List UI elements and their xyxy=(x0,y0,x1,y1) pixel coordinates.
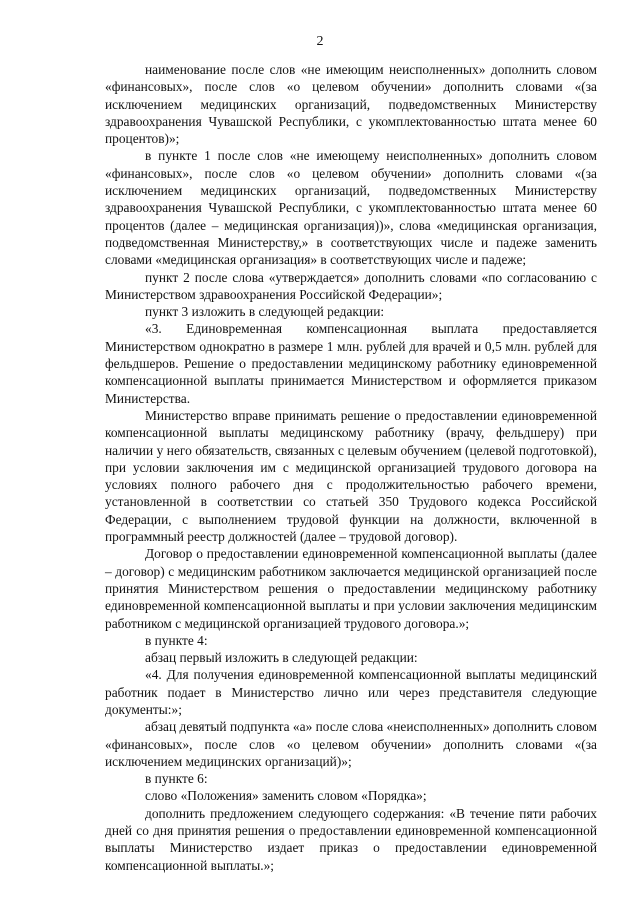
paragraph-3: пункт 2 после слова «утверждается» дополнить словами «по согласованию с Министерством здравоохранения Российской Федерации»; xyxy=(105,269,597,302)
paragraph-14: дополнить предложением следующего содержания: «В течение пяти рабочих дней со дня принятия решения о предоставлении единовременной компенсационной выплаты Министерство издает приказ о предоставлении единовременной компенсационной выплаты.»; xyxy=(105,805,597,873)
page-number: 2 xyxy=(316,34,324,49)
paragraph-8: в пункте 4: xyxy=(145,632,208,648)
paragraph-10: «4. Для получения единовременной компенсационной выплаты медицинский работник подает в Министерство лично или через представителя следующие документы:»; xyxy=(105,667,597,717)
paragraph-6: Министерство вправе принимать решение о предоставлении единовременной компенсационной выплаты медицинскому работнику (врачу, фельдшеру) при наличии у него обязательств, связанных с целевым обучением (целевой подготовкой), при условии заключения им с медицинской организацией трудового договора на условиях полного рабочего дня с продолжительностью рабочего времени, установленной в соответствии со статьей 350 Трудового кодекса Российской Федерации, с выполнением трудовой функции на должности, включенной в программный реестр должностей (далее – трудовой договор). xyxy=(105,407,597,545)
paragraph-12: в пункте 6: xyxy=(145,771,208,787)
paragraph-9: абзац первый изложить в следующей редакции: xyxy=(145,650,418,666)
paragraph-4: пункт 3 изложить в следующей редакции: xyxy=(145,304,385,320)
paragraph-1: наименование после слов «не имеющим неисполненных» дополнить словом «финансовых», после слов «о целевом обучении» дополнить словами «(за исключением медицинских организаций, подведомственных Министерству здравоохранения Чувашской Республики, с укомплектованностью штата менее 60 процентов)»; xyxy=(105,62,597,147)
paragraph-13: слово «Положения» заменить словом «Порядка»; xyxy=(145,788,427,804)
paragraph-11: абзац девятый подпункта «а» после слова «неисполненных» дополнить словом «финансовых», после слов «о целевом обучении» дополнить словами «(за исключением медицинских организаций)»; xyxy=(105,719,597,769)
paragraph-5: «3. Единовременная компенсационная выплата предоставляется Министерством однократно в размере 1 млн. рублей для врачей и 0,5 млн. рублей для фельдшеров. Решение о предоставлении медицинскому работнику единовременной компенсационной выплаты принимается Министерством и оформляется приказом Министерства. xyxy=(105,321,597,406)
paragraph-2: в пункте 1 после слов «не имеющему неисполненных» дополнить словом «финансовых», после слов «о целевом обучении» дополнить словами «(за исключением медицинских организаций, подведомственных Министерству здравоохранения Чувашской Республики, с укомплектованностью штата менее 60 процентов (далее – медицинская организация))», слова «медицинская организация, подведомственная Министерству,» в соответствующих числе и падеже заменить словами «медицинская организация» в соответствующих числе и падеже; xyxy=(105,148,597,268)
document-body xyxy=(105,61,597,874)
paragraph-7: Договор о предоставлении единовременной компенсационной выплаты (далее – договор) с медицинским работником заключается медицинской организацией после принятия Министерством решения о предоставлении медицинскому работнику единовременной компенсационной выплаты и при условии заключения медицинским работником с медицинской организацией трудового договора.»; xyxy=(105,546,597,631)
